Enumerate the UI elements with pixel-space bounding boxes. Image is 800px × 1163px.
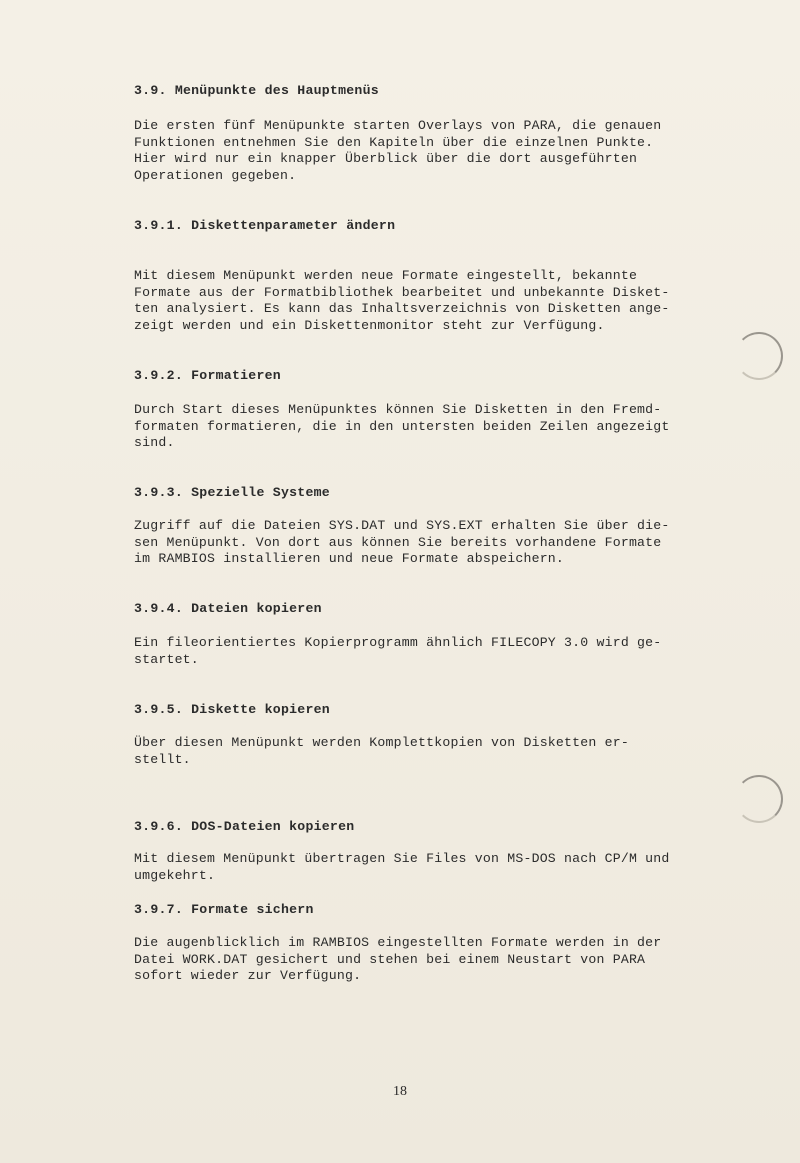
section-body-3-9: Die ersten fünf Menüpunkte starten Overlays von PARA, die genauen Funktionen entnehmen Sie den Kapiteln über die einzelnen Punkte. Hier wird nur ein knapper Überblick über die dort ausgeführten Operationen gegeben. bbox=[134, 118, 662, 184]
section-body-3-9-6: Mit diesem Menüpunkt übertragen Sie Files von MS-DOS nach CP/M und umgekehrt. bbox=[134, 851, 670, 883]
punch-hole-mark bbox=[735, 775, 783, 823]
section-heading-3-9: 3.9. Menüpunkte des Hauptmenüs bbox=[134, 83, 379, 98]
section-body-3-9-5: Über diesen Menüpunkt werden Komplettkopien von Disketten er- stellt. bbox=[134, 735, 629, 767]
section-body-3-9-7: Die augenblicklich im RAMBIOS eingestellten Formate werden in der Datei WORK.DAT gesichert und stehen bei einem Neustart von PARA sofort wieder zur Verfügung. bbox=[134, 935, 662, 984]
section-heading-3-9-7: 3.9.7. Formate sichern bbox=[134, 902, 314, 917]
section-heading-3-9-1: 3.9.1. Diskettenparameter ändern bbox=[134, 218, 396, 233]
section-body-3-9-3: Zugriff auf die Dateien SYS.DAT und SYS.EXT erhalten Sie über die- sen Menüpunkt. Von dort aus können Sie bereits vorhandene Formate im RAMBIOS installieren und neue Formate abspeichern. bbox=[134, 518, 670, 567]
punch-hole-mark bbox=[735, 332, 783, 380]
section-heading-3-9-3: 3.9.3. Spezielle Systeme bbox=[134, 485, 330, 500]
section-heading-3-9-5: 3.9.5. Diskette kopieren bbox=[134, 702, 330, 717]
section-body-3-9-4: Ein fileorientiertes Kopierprogramm ähnlich FILECOPY 3.0 wird ge- startet. bbox=[134, 635, 662, 667]
section-body-3-9-1: Mit diesem Menüpunkt werden neue Formate eingestellt, bekannte Formate aus der Formatbibliothek bearbeitet und unbekannte Disket- ten analysiert. Es kann das Inhaltsverzeichnis von Disketten ange- zeigt werden und ein Diskettenmonitor steht zur Verfügung. bbox=[134, 268, 670, 334]
section-body-3-9-2: Durch Start dieses Menüpunktes können Sie Disketten in den Fremd- formaten formatieren, die in den untersten beiden Zeilen angezeigt sind. bbox=[134, 402, 670, 451]
section-heading-3-9-4: 3.9.4. Dateien kopieren bbox=[134, 601, 322, 616]
section-heading-3-9-2: 3.9.2. Formatieren bbox=[134, 368, 281, 383]
page-number: 18 bbox=[393, 1084, 407, 1099]
section-heading-3-9-6: 3.9.6. DOS-Dateien kopieren bbox=[134, 819, 355, 834]
